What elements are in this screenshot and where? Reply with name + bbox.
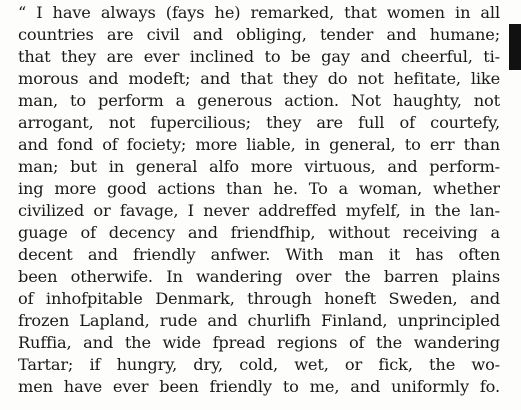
text-line: civilized or favage, I never addreffed myfelf, in the lan- (18, 201, 500, 220)
text-line: frozen Lapland, rude and churlifh Finland, unprincipled (18, 311, 500, 330)
text-line: men have ever been friendly to me, and uniformly fo. (18, 377, 500, 396)
text-line: and fond of fociety; more liable, in general, to err than (18, 135, 500, 154)
text-line: Tartar; if hungry, dry, cold, wet, or fick, the wo- (18, 355, 500, 374)
page-edge-mark (509, 24, 521, 70)
text-line: morous and modeft; and that they do not hefitate, like (18, 69, 500, 88)
text-line: countries are civil and obliging, tender and humane; (18, 25, 500, 44)
text-line: of inhofpitable Denmark, through honeft Sweden, and (18, 289, 500, 308)
text-line: Ruffia, and the wide fpread regions of the wandering (18, 333, 500, 352)
text-line: been otherwife. In wandering over the barren plains (18, 267, 500, 286)
text-line: man; but in general alfo more virtuous, and perform- (18, 157, 500, 176)
text-line: decent and friendly anfwer. With man it has often (18, 245, 500, 264)
text-line: man, to perform a generous action. Not haughty, not (18, 91, 500, 110)
text-line: that they are ever inclined to be gay and cheerful, ti- (18, 47, 500, 66)
body-text (18, 2, 500, 398)
text-line: “ I have always (fays he) remarked, that women in all (18, 3, 500, 22)
text-line: arrogant, not fupercilious; they are full of courtefy, (18, 113, 500, 132)
text-line: guage of decency and friendfhip, without receiving a (18, 223, 500, 242)
text-line: ing more good actions than he. To a woman, whether (18, 179, 500, 198)
